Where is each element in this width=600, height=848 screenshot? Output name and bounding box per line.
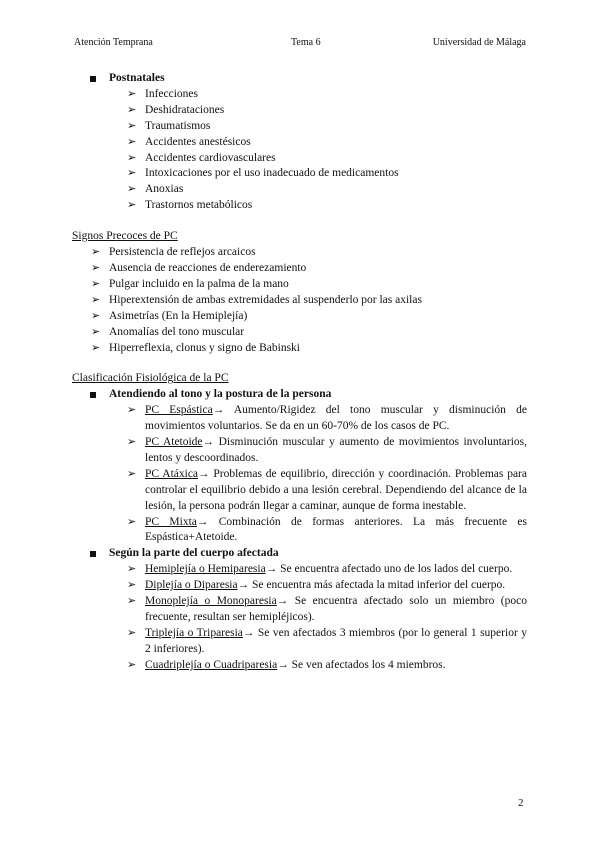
list-item: ➢ Diplejía o Diparesia→ Se encuentra más afectada la mitad inferior del cuerpo.: [72, 578, 527, 594]
list-item: ➢ Intoxicaciones por el uso inadecuado de medicamentos: [72, 166, 527, 182]
header-university: Universidad de Málaga: [432, 37, 526, 48]
arrow-bullet-icon: ➢: [127, 119, 137, 132]
arrow-bullet-icon: ➢: [127, 151, 137, 164]
arrow-bullet-icon: ➢: [127, 626, 137, 639]
square-bullet-icon: [90, 76, 96, 82]
term: Hemiplejía o Hemiparesia: [145, 563, 266, 576]
parte-cuerpo-heading: Según la parte del cuerpo afectada: [72, 546, 527, 562]
term: PC Espástica: [145, 404, 213, 417]
document-body: [72, 71, 527, 674]
list-item: ➢ PC Atáxica→ Problemas de equilibrio, dirección y coordinación. Problemas para controlar el equilibrio debido a una lesión cerebral. Dependiendo del alcance de la lesión, la persona podrán llegar a caminar, aunque de forma inestable.: [127, 467, 527, 512]
list-item: ➢ Hiperreflexia, clonus y signo de Babinski: [72, 341, 527, 357]
list-item: ➢ Accidentes anestésicos: [72, 135, 527, 151]
list-item: ➢ Anomalías del tono muscular: [72, 325, 527, 341]
header-course: Atención Temprana: [74, 37, 153, 48]
arrow-bullet-icon: ➢: [127, 167, 137, 180]
arrow-bullet-icon: ➢: [91, 293, 101, 306]
list-item: ➢ PC Espástica→ Aumento/Rigidez del tono muscular y disminución de movimientos voluntarios. Se da en un 60-70% de los casos de PC.: [127, 404, 527, 433]
arrow-bullet-icon: ➢: [91, 325, 101, 338]
list-item: ➢ Monoplejía o Monoparesia→ Se encuentra afectado solo un miembro (poco frecuente, resultan ser hemipléjicos).: [127, 595, 527, 623]
page-number: 2: [518, 797, 524, 809]
list-item: ➢ Hemiplejía o Hemiparesia→ Se encuentra afectado uno de los lados del cuerpo.: [72, 562, 527, 578]
tono-postura-heading: Atendiendo al tono y la postura de la persona: [72, 387, 527, 403]
arrow-bullet-icon: ➢: [127, 658, 137, 671]
arrow-bullet-icon: ➢: [91, 246, 101, 259]
term: Diplejía o Diparesia: [145, 579, 238, 592]
header-topic: Tema 6: [291, 37, 321, 48]
arrow-bullet-icon: ➢: [127, 595, 137, 608]
page-header: [74, 37, 526, 51]
list-item: ➢ Pulgar incluido en la palma de la mano: [72, 277, 527, 293]
postnatales-heading: Postnatales: [72, 71, 527, 87]
term: PC Mixta: [145, 515, 197, 528]
square-bullet-icon: [90, 551, 96, 557]
clasificacion-heading: Clasificación Fisiológica de la PC: [72, 372, 229, 385]
list-item: ➢ Deshidrataciones: [72, 103, 527, 119]
arrow-bullet-icon: ➢: [127, 563, 137, 576]
list-item: ➢ PC Mixta→ Combinación de formas anteriores. La más frecuente es Espástica+Atetoide.: [127, 515, 527, 544]
arrow-bullet-icon: ➢: [127, 467, 137, 480]
arrow-bullet-icon: ➢: [127, 183, 137, 196]
arrow-bullet-icon: ➢: [127, 87, 137, 100]
list-item: ➢ Traumatismos: [72, 119, 527, 135]
list-item: ➢ Persistencia de reflejos arcaicos: [72, 245, 527, 261]
arrow-bullet-icon: ➢: [127, 103, 137, 116]
signos-list: [72, 245, 527, 356]
arrow-bullet-icon: ➢: [91, 341, 101, 354]
list-item: ➢ Anoxias: [72, 182, 527, 198]
list-item: ➢ Infecciones: [72, 87, 527, 103]
parte-cuerpo-list: [72, 562, 527, 673]
list-item: ➢ Trastornos metabólicos: [72, 198, 527, 214]
postnatales-list: [72, 87, 527, 214]
arrow-bullet-icon: ➢: [127, 199, 137, 212]
term: Cuadriplejía o Cuadriparesia: [145, 658, 278, 671]
tono-postura-list: [72, 403, 527, 546]
square-bullet-icon: [90, 392, 96, 398]
arrow-bullet-icon: ➢: [127, 404, 137, 417]
list-item: ➢ PC Atetoide→ Disminución muscular y aumento de movimientos involuntarios, lentos y descoordinados.: [127, 436, 528, 464]
arrow-bullet-icon: ➢: [127, 436, 137, 449]
term: PC Atetoide: [145, 436, 203, 449]
arrow-bullet-icon: ➢: [127, 135, 137, 148]
arrow-bullet-icon: ➢: [91, 277, 101, 290]
list-item: ➢ Ausencia de reacciones de enderezamiento: [72, 261, 527, 277]
arrow-bullet-icon: ➢: [127, 515, 137, 528]
term: PC Atáxica: [145, 467, 199, 480]
term: Triplejía o Triparesia: [145, 626, 243, 639]
arrow-bullet-icon: ➢: [91, 309, 101, 322]
arrow-bullet-icon: ➢: [127, 579, 137, 592]
list-item: ➢ Cuadriplejía o Cuadriparesia→ Se ven afectados los 4 miembros.: [72, 658, 527, 674]
list-item: ➢ Hiperextensión de ambas extremidades al suspenderlo por las axilas: [72, 293, 527, 309]
list-item: ➢ Triplejía o Triparesia→ Se ven afectados 3 miembros (por lo general 1 superior y 2 inferiores).: [127, 626, 527, 655]
list-item: ➢ Asimetrías (En la Hemiplejía): [72, 309, 527, 325]
list-item: ➢ Accidentes cardiovasculares: [72, 151, 527, 167]
signos-heading: Signos Precoces de PC: [72, 230, 178, 243]
term: Monoplejía o Monoparesia: [145, 595, 277, 608]
arrow-bullet-icon: ➢: [91, 261, 101, 274]
